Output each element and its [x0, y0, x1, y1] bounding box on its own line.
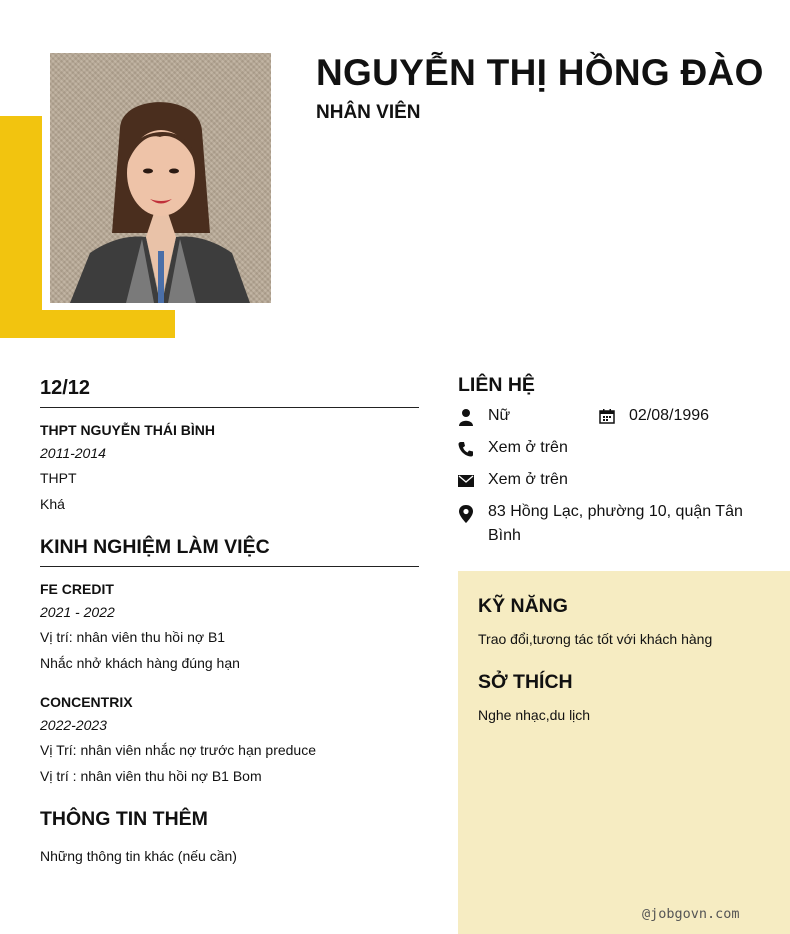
experience-title: KINH NGHIỆM LÀM VIỆC [40, 536, 270, 558]
hobbies-text: Nghe nhạc,du lịch [478, 707, 591, 723]
job-period: 2022-2023 [40, 717, 107, 733]
education-divider [40, 407, 419, 408]
extra-info-title: THÔNG TIN THÊM [40, 808, 208, 830]
calendar-icon [599, 408, 615, 426]
education-school: THPT NGUYỄN THÁI BÌNH [40, 422, 215, 438]
job-company: CONCENTRIX [40, 694, 133, 710]
contact-email: Xem ở trên [488, 471, 568, 488]
accent-bar-vertical [0, 116, 42, 338]
education-degree: THPT [40, 470, 77, 486]
skills-text: Trao đổi,tương tác tốt với khách hàng [478, 631, 713, 647]
person-icon [458, 408, 474, 426]
contact-title: LIÊN HỆ [458, 374, 535, 396]
contact-gender: Nữ [488, 407, 511, 424]
job-detail: Nhắc nhở khách hàng đúng hạn [40, 655, 240, 671]
job-detail: Vị Trí: nhân viên nhắc nợ trước hạn preduce [40, 742, 316, 758]
skills-hobbies-panel [458, 571, 790, 934]
candidate-role: NHÂN VIÊN [316, 102, 421, 123]
experience-divider [40, 566, 419, 567]
accent-bar-horizontal [0, 310, 175, 338]
mail-icon [458, 474, 474, 492]
phone-icon [458, 441, 474, 459]
education-period: 2011-2014 [40, 445, 106, 461]
job-period: 2021 - 2022 [40, 604, 115, 620]
contact-birthdate: 02/08/1996 [629, 407, 710, 424]
location-pin-icon [458, 505, 474, 523]
skills-title: KỸ NĂNG [478, 595, 568, 617]
candidate-name: NGUYỄN THỊ HỒNG ĐÀO [316, 52, 764, 93]
education-title: 12/12 [40, 377, 91, 399]
job-detail: Vị trí: nhân viên thu hồi nợ B1 [40, 629, 226, 645]
contact-address-line1: 83 Hồng Lạc, phường 10, quận Tân [488, 503, 743, 520]
contact-address-line2: Bình [488, 527, 521, 544]
extra-info-text: Những thông tin khác (nếu cần) [40, 848, 237, 864]
hobbies-title: SỞ THÍCH [478, 671, 573, 693]
job-company: FE CREDIT [40, 581, 114, 597]
contact-phone: Xem ở trên [488, 439, 568, 456]
profile-photo [50, 53, 271, 303]
education-grade: Khá [40, 496, 65, 512]
watermark: @jobgovn.com [642, 906, 740, 922]
job-detail: Vị trí : nhân viên thu hồi nợ B1 Bom [40, 768, 262, 784]
